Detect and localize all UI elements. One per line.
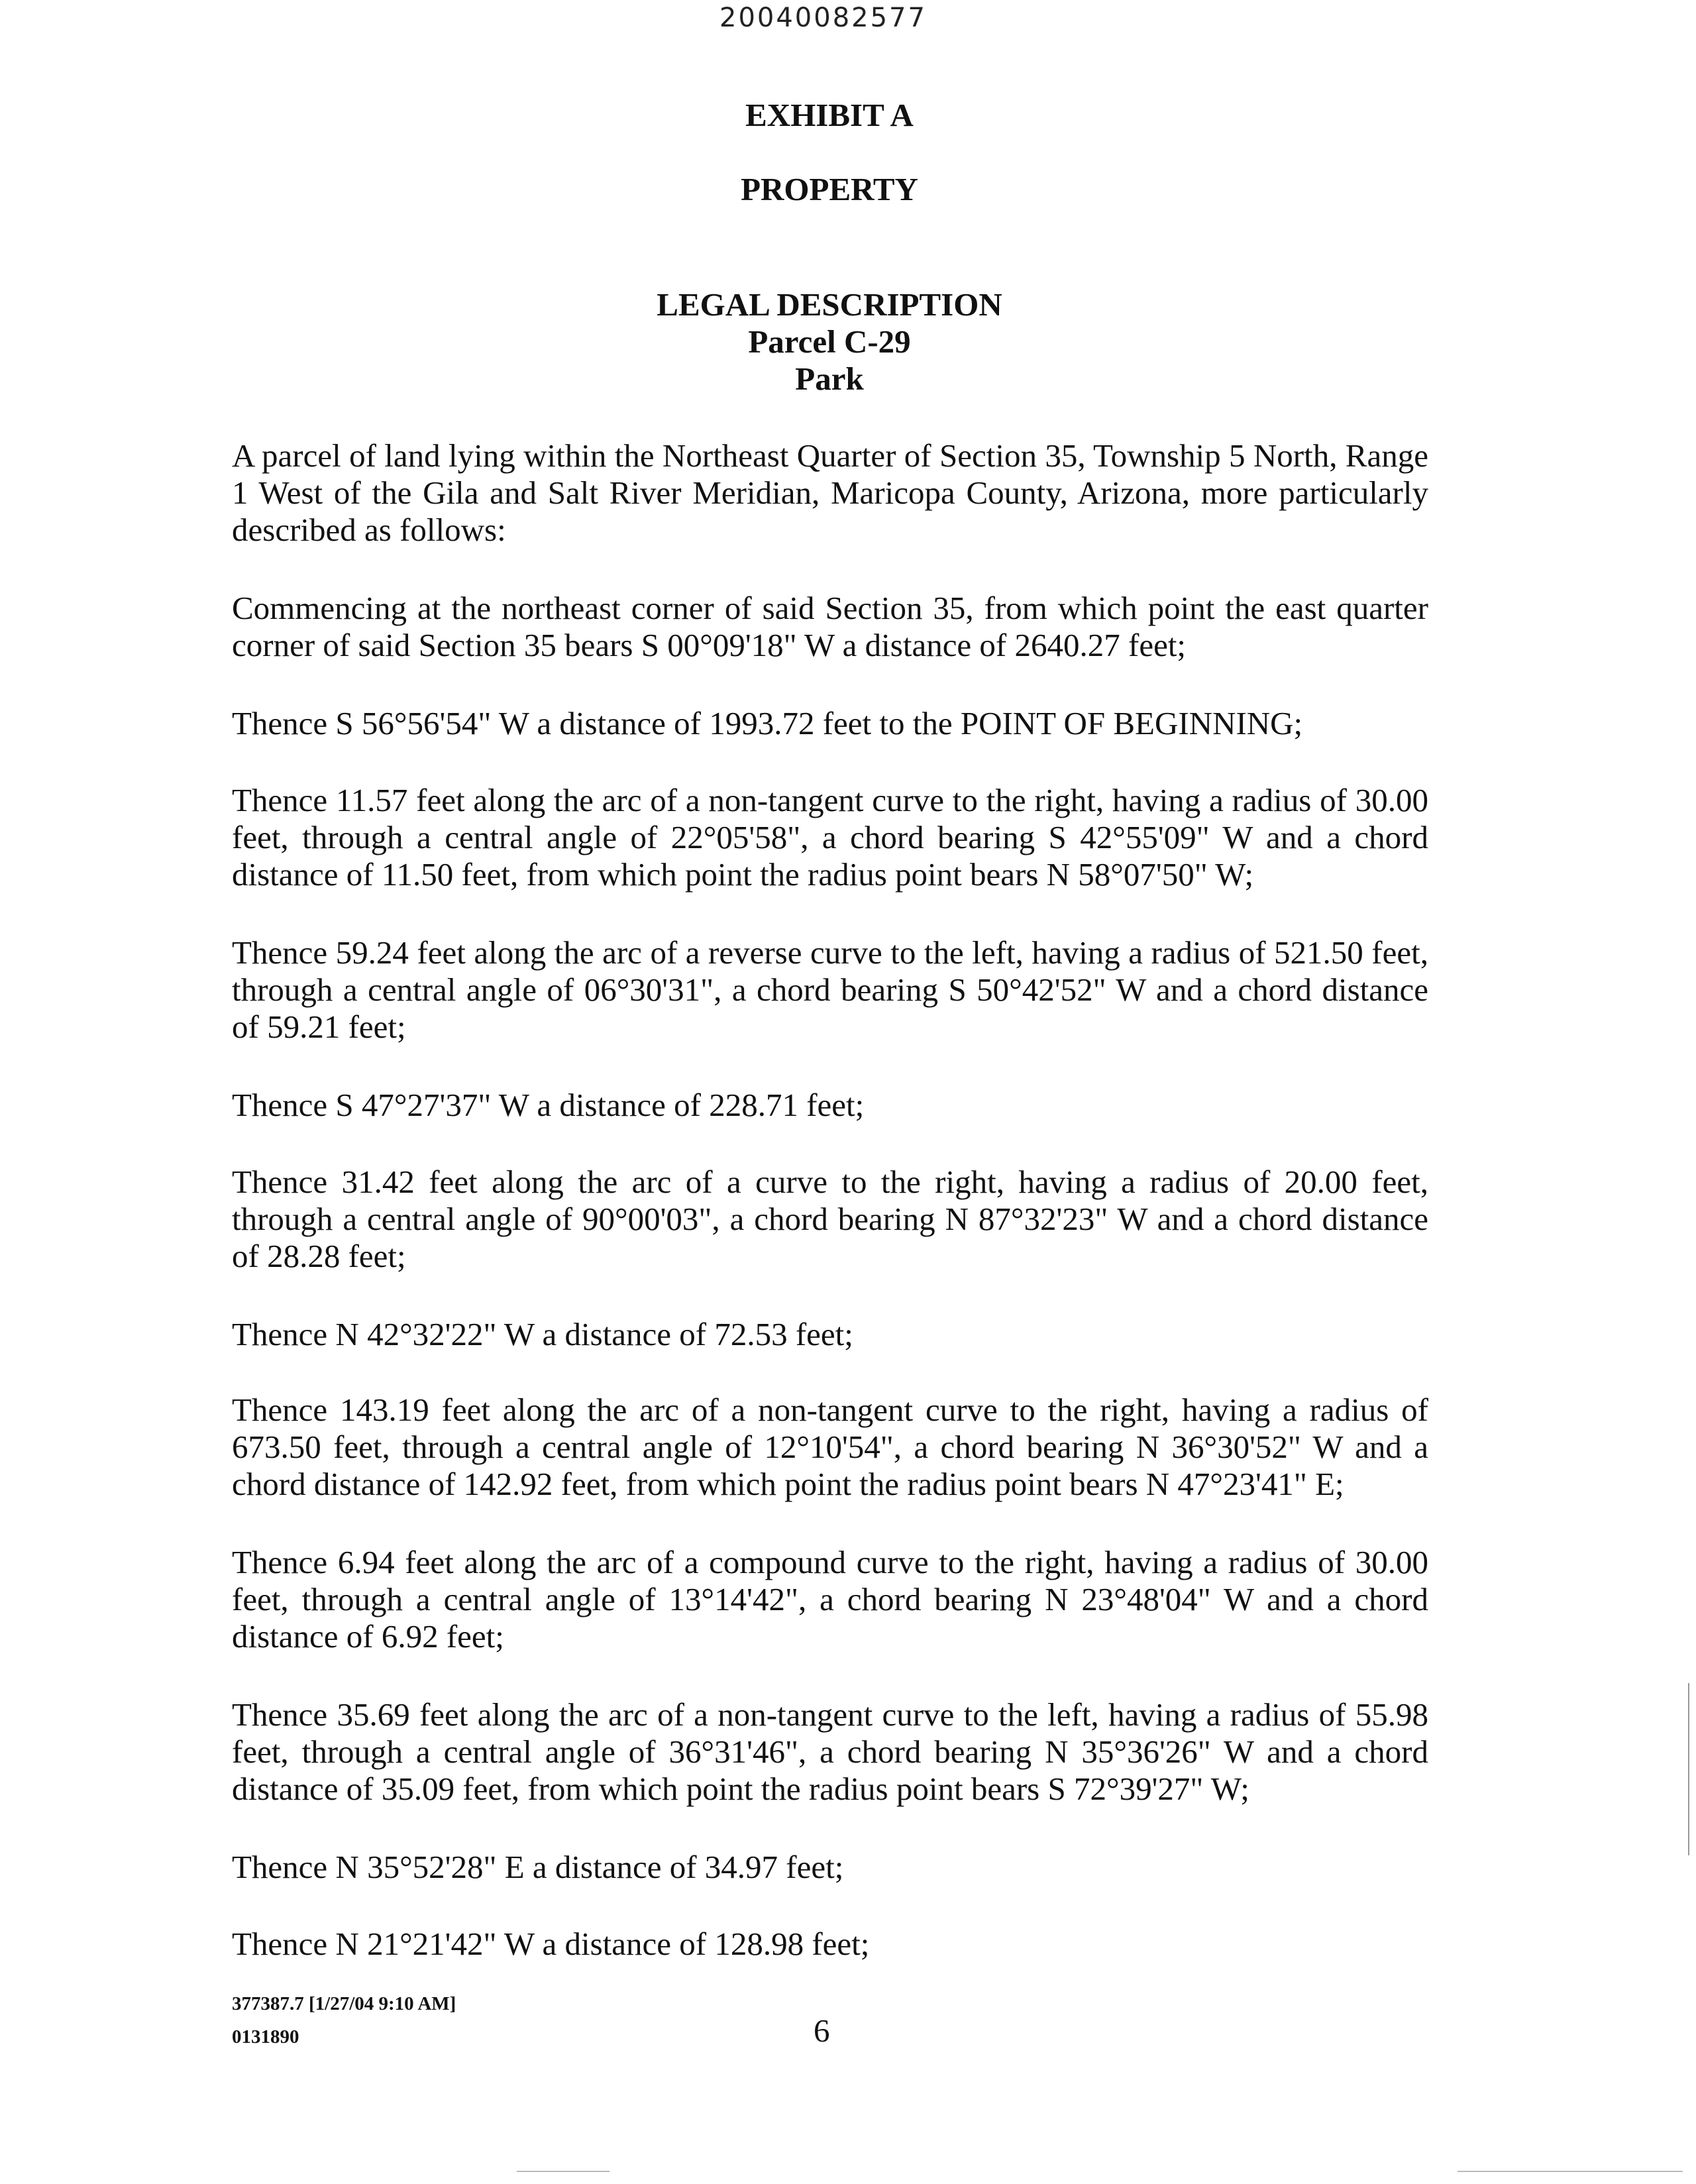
- paragraph-course-8: Thence 6.94 feet along the arc of a compound curve to the right, having a radius of 30.00 feet, through a central angle of 13°14'42", a chord bearing N 23°48'04" W and a chord distance of 6.92 feet;: [232, 1544, 1428, 1655]
- footer-matter-number: 0131890: [232, 2026, 299, 2048]
- footer-document-id: 377387.7 [1/27/04 9:10 AM]: [232, 1993, 456, 2014]
- paragraph-course-5: Thence 31.42 feet along the arc of a curve to the right, having a radius of 20.00 feet, through a central angle of 90°00'03", a chord bearing N 87°32'23" W and a chord distance of 28.28 feet;: [232, 1164, 1428, 1274]
- scan-edge-mark: [517, 2171, 610, 2172]
- paragraph-course-4: Thence S 47°27'37" W a distance of 228.71 feet;: [232, 1087, 865, 1123]
- page-number: 6: [814, 2012, 830, 2049]
- paragraph-course-10: Thence N 35°52'28" E a distance of 34.97 feet;: [232, 1849, 844, 1885]
- exhibit-title: EXHIBIT A: [745, 97, 914, 133]
- paragraph-course-3: Thence 59.24 feet along the arc of a reverse curve to the left, having a radius of 521.50 feet, through a central angle of 06°30'31", a chord bearing S 50°42'52" W and a chord distance of 59.21 feet;: [232, 934, 1428, 1045]
- parcel-label: Parcel C-29: [748, 323, 911, 360]
- paragraph-course-9: Thence 35.69 feet along the arc of a non-tangent curve to the left, having a radius of 55.98 feet, through a central angle of 36°31'46", a chord bearing N 35°36'26" W and a chord distance of 35.09 feet, from which point the radius point bears S 72°39'27" W;: [232, 1696, 1428, 1807]
- paragraph-course-6: Thence N 42°32'22" W a distance of 72.53 feet;: [232, 1316, 853, 1352]
- scan-edge-mark: [1688, 1683, 1689, 1855]
- parcel-use: Park: [795, 360, 864, 397]
- paragraph-commencing: Commencing at the northeast corner of said Section 35, from which point the east quarter corner of said Section 35 bears S 00°09'18" W a distance of 2640.27 feet;: [232, 590, 1428, 663]
- exhibit-subtitle: PROPERTY: [741, 171, 918, 207]
- scan-edge-mark: [1458, 2171, 1683, 2172]
- paragraph-course-7: Thence 143.19 feet along the arc of a non-tangent curve to the right, having a radius of 673.50 feet, through a central angle of 12°10'54", a chord bearing N 36°30'52" W and a chord distance of 142.92 feet, from which point the radius point bears N 47°23'41" E;: [232, 1392, 1428, 1502]
- recording-number: 20040082577: [719, 3, 927, 33]
- legal-description-heading: LEGAL DESCRIPTION: [657, 286, 1002, 323]
- paragraph-course-2: Thence 11.57 feet along the arc of a non-tangent curve to the right, having a radius of 30.00 feet, through a central angle of 22°05'58", a chord bearing S 42°55'09" W and a chord distance of 11.50 feet, from which point the radius point bears N 58°07'50" W;: [232, 782, 1428, 893]
- paragraph-course-1: Thence S 56°56'54" W a distance of 1993.72 feet to the POINT OF BEGINNING;: [232, 705, 1303, 741]
- paragraph-intro: A parcel of land lying within the Northeast Quarter of Section 35, Township 5 North, Range 1 West of the Gila and Salt River Meridian, Maricopa County, Arizona, more particularly described as follows:: [232, 437, 1428, 548]
- paragraph-course-11: Thence N 21°21'42" W a distance of 128.98 feet;: [232, 1926, 870, 1962]
